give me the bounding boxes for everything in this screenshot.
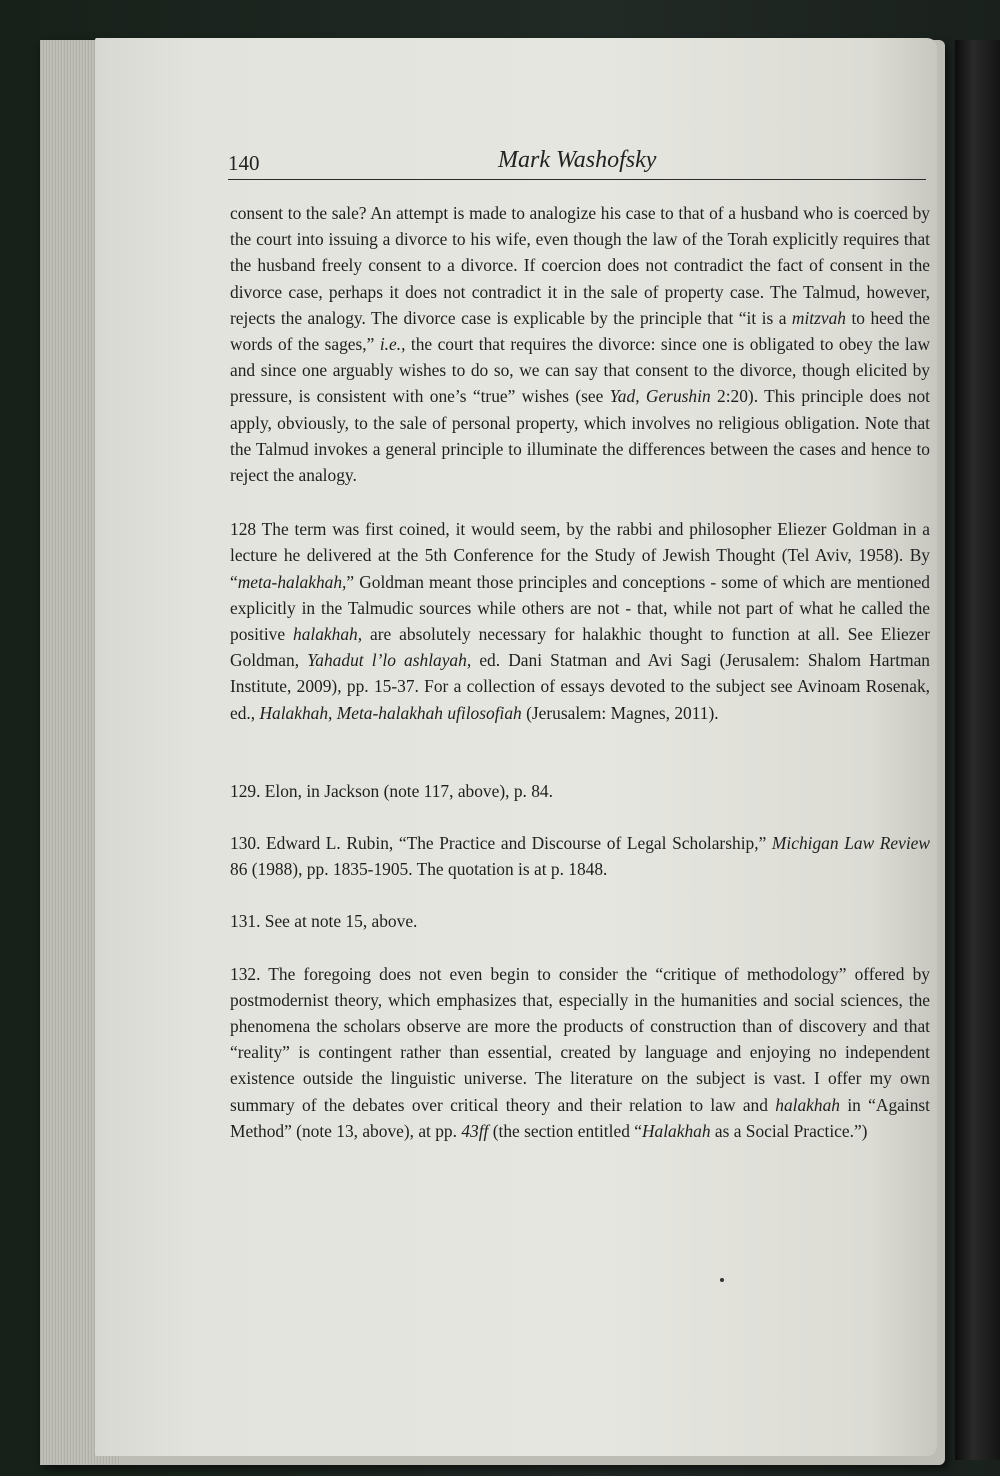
italic-title: Michigan Law Review: [771, 833, 931, 854]
text-run: 86 (1988), pp. 1835-1905. The quotation is at p. 1848.: [230, 859, 608, 880]
italic-term: Halakhah: [641, 1120, 711, 1141]
footnote-129: [230, 778, 930, 804]
ink-speck: [720, 1278, 724, 1282]
text-run: 128 The term was first coined, it would seem, by the rabbi and philosopher Eliezer Goldman in a lecture he delivered at the 5th Conference for the Study of Jewish Thought (Tel Aviv, 1958). By “: [230, 519, 930, 592]
italic-term: halakhah: [775, 1094, 840, 1115]
italic-title: Yad, Gerushin: [609, 386, 711, 407]
text-run: 2:20). This principle does not apply, obviously, to the sale of personal property, which involves no religious obligation. Note that the Talmud invokes a general principle to illuminate the differences between the cases and hence to reject the analogy.: [230, 386, 930, 486]
italic-title: Yahadut l’lo ashlayah,: [307, 650, 472, 671]
italic-term: meta-halakhah,: [237, 571, 347, 592]
text-run: the court that requires the divorce: since one is obligated to obey the law and since one arguably wishes to do so, we can say that consent to the divorce, though elicited by pressure, is consistent with one’s “true” wishes (see: [230, 334, 931, 407]
text-run: ed. Dani Statman and Avi Sagi (Jerusalem: Shalom Hartman Institute, 2009), pp. 15-37. For a collection of essays devoted to the subject see Avinoam Rosenak, ed.,: [230, 650, 931, 723]
italic-title: Halakhah, Meta-halakhah ufilosofiah: [259, 702, 522, 723]
text-run: to heed the words of the sages,”: [230, 307, 930, 355]
text-run: ” Goldman meant those principles and conceptions - some of which are mentioned explicitly in the Talmudic sources while others are not - that, while not part of what he called the positive: [230, 571, 930, 645]
text-run: (the section entitled “: [488, 1120, 642, 1141]
page-body: [230, 200, 930, 1144]
running-head: Mark Washofsky: [498, 147, 657, 173]
page-header: [228, 145, 926, 180]
footnote-128: [230, 516, 930, 726]
footnote-131: [230, 908, 930, 934]
text-run: 129. Elon, in Jackson (note 117, above), p. 84.: [230, 780, 553, 801]
footnote-130: [230, 830, 930, 882]
text-run: 130. Edward L. Rubin, “The Practice and Discourse of Legal Scholarship,”: [230, 833, 772, 854]
text-run: in “Against Method” (note 13, above), at pp.: [230, 1094, 930, 1141]
text-run: 131. See at note 15, above.: [230, 911, 418, 932]
adjacent-page-edge: [955, 40, 1000, 1460]
italic-term: mitzvah: [791, 307, 846, 328]
continuation-paragraph: [230, 200, 930, 488]
italic-term: 43ff: [461, 1120, 489, 1141]
italic-term: i.e.,: [379, 334, 406, 355]
footnote-132: [230, 961, 930, 1144]
text-run: (Jerusalem: Magnes, 2011).: [521, 702, 719, 723]
text-run: 132. The foregoing does not even begin to consider the “critique of methodology” offered by postmodernist theory, which emphasizes that, especially in the humanities and social sciences, the phenomena the scholars observe are more the products of construction than of discovery and that “reality” is contingent rather than essential, created by language and enjoying no independent existence outside the linguistic universe. The literature on the subject is vast. I offer my own summary of the debates over critical theory and their relation to law and: [230, 963, 930, 1115]
text-run: as a Social Practice.”): [710, 1120, 868, 1141]
page-number: 140: [228, 151, 260, 175]
text-run: are absolutely necessary for halakhic thought to function at all. See Eliezer Goldman,: [230, 624, 930, 671]
italic-term: halakhah,: [293, 624, 363, 645]
text-run: consent to the sale? An attempt is made to analogize his case to that of a husband who is coerced by the court into issuing a divorce to his wife, even though the law of the Torah explicitly requires that the husband freely consent to a divorce. If coercion does not contradict the fact of consent in the divorce case, perhaps it does not contradict it in the sale of property case. The Talmud, however, rejects the analogy. The divorce case is explicable by the principle that “it is a: [230, 203, 930, 328]
